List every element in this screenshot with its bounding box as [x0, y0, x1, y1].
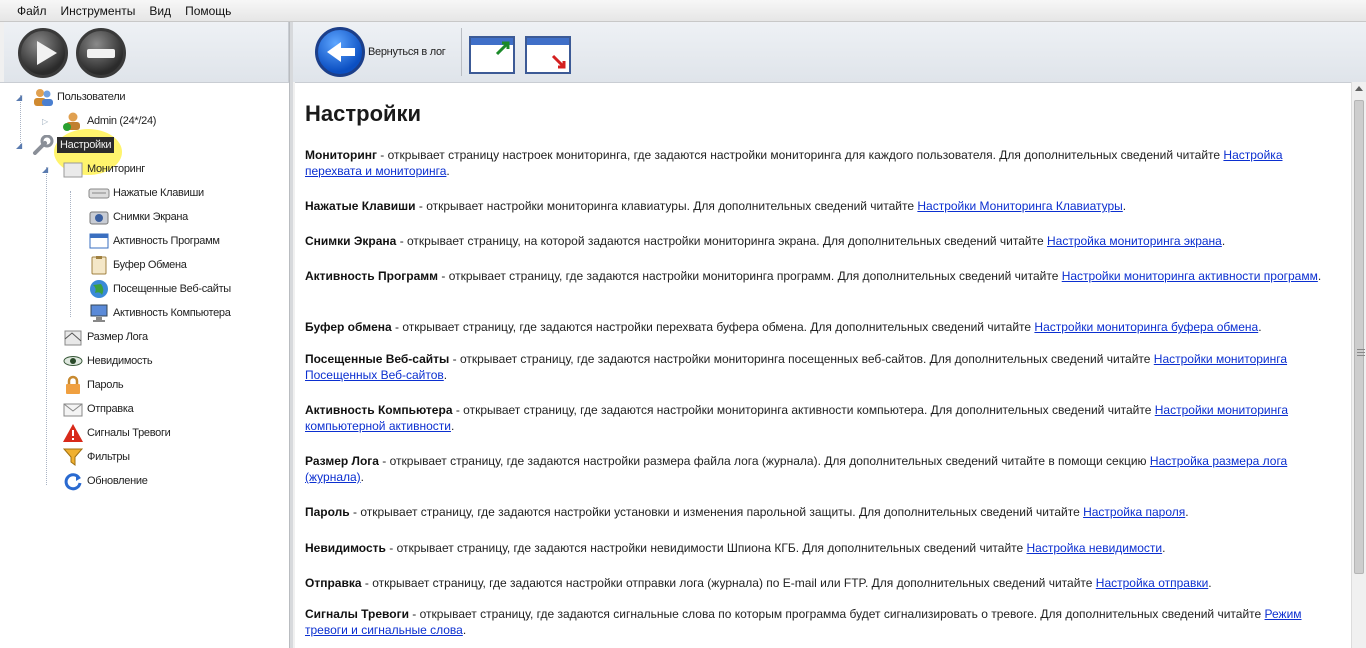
link-logsize[interactable]: Настройка размера лога (журнала)	[305, 454, 1288, 484]
tree-label-filters: Фильтры	[87, 451, 130, 463]
section-websites: Посещенные Веб-сайты - открывает страницу, где задаются настройки мониторинга посещенных веб-сайтов. Для дополнительных сведений читайте Настройки мониторинга Посещенных Веб-сайтов.	[305, 352, 1288, 382]
tree-label-sending: Отправка	[87, 403, 134, 415]
section-screens: Снимки Экрана - открывает страницу, на которой задаются настройки мониторинга экрана. Для дополнительных сведений читайте Настройка мониторинга экрана.	[305, 234, 1226, 248]
section-computer: Активность Компьютера - открывает страницу, где задаются настройки мониторинга активности компьютера. Для дополнительных сведений читайте Настройки мониторинга компьютерной активности.	[305, 403, 1289, 433]
menu-tools[interactable]: Инструменты	[60, 3, 136, 18]
maximize-window-icon[interactable]	[469, 36, 515, 74]
tree-label-monitoring: Мониторинг	[87, 163, 146, 175]
envelope-icon	[62, 399, 84, 419]
computer-icon	[88, 303, 110, 323]
menu-file[interactable]: Файл	[17, 3, 47, 18]
navigation-toolbar	[293, 22, 1366, 82]
start-monitoring-button[interactable]	[18, 28, 68, 78]
content-scrollbar[interactable]	[1351, 82, 1366, 648]
tree-label-logsize: Размер Лога	[87, 331, 148, 343]
scroll-up-icon[interactable]	[1355, 86, 1363, 91]
lock-icon	[62, 375, 84, 395]
minimize-window-icon[interactable]	[525, 36, 571, 74]
page-title: Настройки	[305, 101, 422, 126]
tree-label-update: Обновление	[87, 475, 148, 487]
tree-item-alarms[interactable]	[62, 422, 171, 444]
link-password[interactable]: Настройка пароля	[1083, 505, 1186, 519]
tree-item-users[interactable]	[32, 86, 125, 108]
link-computer[interactable]: Настройки мониторинга компьютерной активности	[305, 403, 1289, 433]
tree-label-websites: Посещенные Веб-сайты	[113, 283, 231, 295]
tree-item-update[interactable]	[62, 470, 148, 492]
tree-label-password: Пароль	[87, 379, 124, 391]
section-monitoring: Мониторинг - открывает страницу настроек мониторинга, где задаются настройки мониторинга для каждого пользователя. Для дополнительных сведений читайте Настройка перехвата и мониторинга.	[305, 148, 1283, 178]
link-alarms[interactable]: Режим тревоги и сигнальные слова	[305, 607, 1302, 637]
filter-icon	[62, 447, 84, 467]
camera-icon	[88, 207, 110, 227]
tree-label-users: Пользователи	[57, 91, 126, 103]
globe-icon	[88, 279, 110, 299]
wrench-icon	[32, 135, 54, 155]
expand-admin-icon[interactable]: ▷	[42, 117, 49, 126]
link-websites[interactable]: Настройки мониторинга Посещенных Веб-сайтов	[305, 352, 1288, 382]
tree-label-programs: Активность Программ	[113, 235, 220, 247]
keyboard-icon	[88, 183, 110, 203]
expand-users-icon[interactable]: ◢	[16, 93, 23, 102]
tree-label-keys: Нажатые Клавиши	[113, 187, 204, 199]
section-sending: Отправка - открывает страницу, где задаются настройки отправки лога (журнала) по E-mail или FTP. Для дополнительных сведений читайте Настройка отправки.	[305, 576, 1212, 590]
link-keys[interactable]: Настройки Мониторинга Клавиатуры	[917, 199, 1123, 213]
tree-item-logsize[interactable]	[62, 326, 148, 348]
tree-item-settings[interactable]	[32, 134, 114, 156]
monitoring-icon	[62, 159, 84, 179]
tree-item-admin[interactable]	[62, 110, 156, 132]
menu-view[interactable]: Вид	[149, 3, 172, 18]
link-clipboard[interactable]: Настройки мониторинга буфера обмена	[1034, 320, 1259, 334]
tree-item-password[interactable]	[62, 374, 123, 396]
tree-item-programs[interactable]	[88, 230, 220, 252]
stop-monitoring-button[interactable]	[76, 28, 126, 78]
tree-label-screens: Снимки Экрана	[113, 211, 188, 223]
tree-item-websites[interactable]	[88, 278, 231, 300]
tree-item-monitoring[interactable]	[62, 158, 145, 180]
link-monitoring[interactable]: Настройка перехвата и мониторинга	[305, 148, 1283, 178]
section-invisibility: Невидимость - открывает страницу, где задаются настройки невидимости Шпиона КГБ. Для дополнительных сведений читайте Настройка невидимости.	[305, 541, 1166, 555]
control-toolbar	[4, 22, 289, 82]
section-clipboard: Буфер обмена - открывает страницу, где задаются настройки перехвата буфера обмена. Для дополнительных сведений читайте Настройки мониторинга буфера обмена.	[305, 320, 1262, 334]
tree-label-alarms: Сигналы Тревоги	[87, 427, 171, 439]
menu-bar	[0, 0, 1366, 22]
tree-item-screens[interactable]	[88, 206, 188, 228]
link-invisibility[interactable]: Настройка невидимости	[1026, 541, 1163, 555]
expand-settings-icon[interactable]: ◢	[16, 141, 23, 150]
link-programs[interactable]: Настройки мониторинга активности программ	[1061, 269, 1318, 283]
section-programs: Активность Программ - открывает страницу, где задаются настройки мониторинга программ. Для дополнительных сведений читайте Настройки мониторинга активности программ.	[305, 269, 1322, 283]
back-to-log-button[interactable]: Вернуться в лог	[368, 46, 446, 58]
link-sending[interactable]: Настройка отправки	[1095, 576, 1209, 590]
tree-item-sending[interactable]	[62, 398, 133, 420]
tree-label-computer: Активность Компьютера	[113, 307, 231, 319]
eye-icon	[62, 351, 84, 371]
section-password: Пароль - открывает страницу, где задаются настройки установки и изменения парольной защиты. Для дополнительных сведений читайте Настройка пароля.	[305, 505, 1189, 519]
expand-monitoring-icon[interactable]: ◢	[42, 165, 49, 174]
menu-help[interactable]: Помощь	[185, 3, 232, 18]
pane-splitter[interactable]	[289, 22, 293, 648]
scroll-thumb[interactable]	[1354, 100, 1364, 574]
section-keys: Нажатые Клавиши - открывает настройки мониторинга клавиатуры. Для дополнительных сведений читайте Настройки Мониторинга Клавиатуры.	[305, 199, 1127, 213]
tree-label-invisibility: Невидимость	[87, 355, 153, 367]
section-logsize: Размер Лога - открывает страницу, где задаются настройки размера файла лога (журнала). Для дополнительных сведений читайте в помощи секцию Настройка размера лога (журнала).	[305, 454, 1288, 484]
log-size-icon	[62, 327, 84, 347]
user-online-icon	[62, 111, 84, 131]
tree-label-clipboard: Буфер Обмена	[113, 259, 187, 271]
section-alarms: Сигналы Тревоги - открывает страницу, где задаются сигнальные слова по которым программа будет сигнализировать о тревоге. Для дополнительных сведений читайте Режим тревоги и сигнальные слова.	[305, 607, 1302, 637]
tree-item-filters[interactable]	[62, 446, 130, 468]
tree-label-settings: Настройки	[57, 137, 114, 153]
tree-item-keys[interactable]	[88, 182, 204, 204]
toolbar-divider	[461, 28, 462, 76]
tree-item-invisibility[interactable]	[62, 350, 152, 372]
tree-label-admin: Admin (24*/24)	[87, 115, 157, 127]
warning-icon	[62, 423, 84, 443]
users-icon	[32, 87, 54, 107]
help-content-pane	[295, 82, 1351, 648]
settings-tree	[0, 82, 289, 648]
tree-item-clipboard[interactable]	[88, 254, 187, 276]
refresh-icon	[62, 471, 84, 491]
clipboard-icon	[88, 255, 110, 275]
link-screens[interactable]: Настройка мониторинга экрана	[1047, 234, 1222, 248]
tree-item-computer[interactable]	[88, 302, 231, 324]
program-window-icon	[88, 231, 110, 251]
back-arrow-icon[interactable]	[315, 27, 365, 77]
